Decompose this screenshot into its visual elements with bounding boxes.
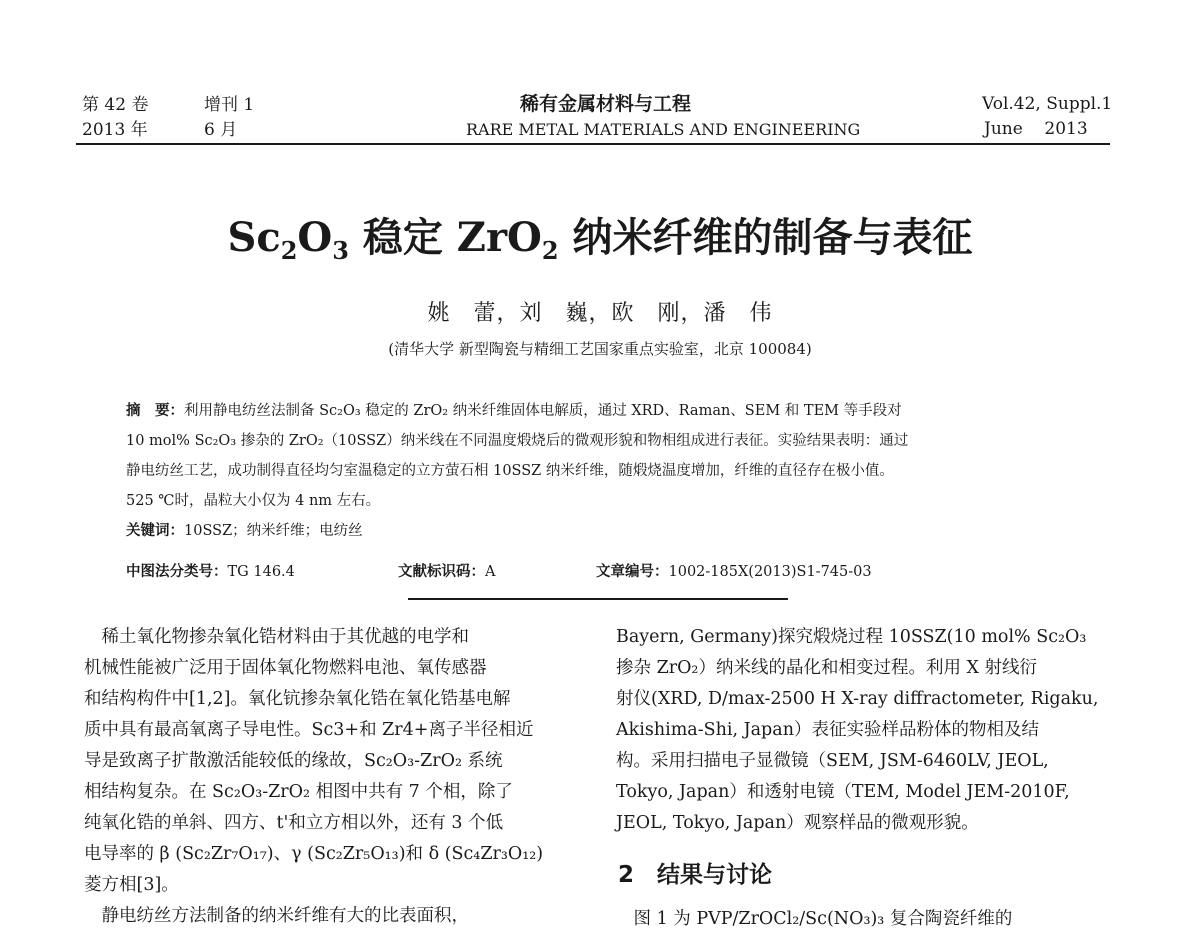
issue-label: 增刊 1 <box>204 95 255 115</box>
body-line: Akishima-Shi, Japan）表征实验样品粉体的物相及结 <box>616 720 1039 740</box>
body-line: Bayern, Germany)探究煅烧过程 10SSZ(10 mol% Sc₂O₃ <box>616 627 1087 647</box>
body-line: 机械性能被广泛用于固体氧化物燃料电池、氧传感器 <box>84 658 487 678</box>
authors: 姚 蕾，刘 巍，欧 刚，潘 伟 <box>427 301 773 326</box>
left-column <box>84 622 584 932</box>
abstract-line: 静电纺丝工艺，成功制得直径均匀室温稳定的立方萤石相 10SSZ 纳米纤维，随煅烧温度增加，纤维的直径存在极小值。 <box>126 463 894 479</box>
body-line: 构。采用扫描电子显微镜（SEM, JSM-6460LV, JEOL, <box>616 751 1049 771</box>
body-line: 电导率的 β (Sc₂Zr₇O₁₇)、γ (Sc₂Zr₅O₁₃)和 δ (Sc₄Zr₃O₁₂) <box>84 844 544 864</box>
volume-label: 第 42 卷 <box>82 95 149 115</box>
abstract <box>126 396 1096 546</box>
body-line: Tokyo, Japan）和透射电镜（TEM, Model JEM-2010F, <box>616 782 1070 802</box>
abstract-line: 525 ℃时，晶粒大小仅为 4 nm 左右。 <box>126 493 381 509</box>
body-line: 质中具有最高氧离子导电性。Sc3+和 Zr4+离子半径相近 <box>84 720 534 740</box>
abstract-line: 10 mol% Sc₂O₃ 掺杂的 ZrO₂（10SSZ）纳米线在不同温度煅烧后的微观形貌和物相组成进行表征。实验结果表明：通过 <box>126 433 909 449</box>
affiliation: (清华大学 新型陶瓷与精细工艺国家重点实验室，北京 100084) <box>388 340 812 358</box>
body-line: JEOL, Tokyo, Japan）观察样品的微观形貌。 <box>616 813 979 833</box>
journal-title-cn: 稀有金属材料与工程 <box>520 93 692 115</box>
abstract-label: 摘 要： <box>126 403 184 419</box>
body-line: 静电纺丝方法制备的纳米纤维有大的比表面积， <box>84 906 469 926</box>
journal-title-en: RARE METAL MATERIALS AND ENGINEERING <box>466 120 861 139</box>
date-en: June 2013 <box>984 119 1088 139</box>
section-heading: 2 结果与讨论 <box>618 862 773 888</box>
header-rule <box>76 143 1110 145</box>
month-label: 6 月 <box>204 120 238 140</box>
body-line: 导是致离子扩散激活能较低的缘故，Sc₂O₃-ZrO₂ 系统 <box>84 751 503 771</box>
classification-code: 中图法分类号：TG 146.4 <box>126 564 295 580</box>
body-line: 射仪(XRD, D/max-2500 H X-ray diffractometer, Rigaku, <box>616 689 1099 709</box>
body-line: 菱方相[3]。 <box>84 875 179 895</box>
body-line: 图 1 为 PVP/ZrOCl₂/Sc(NO₃)₃ 复合陶瓷纤维的 <box>616 909 1013 929</box>
article-number: 文章编号：1002-185X(2013)S1-745-03 <box>596 564 872 580</box>
abstract-separator <box>408 598 788 600</box>
volume-en: Vol.42, Suppl.1 <box>982 94 1113 114</box>
year-label: 2013 年 <box>82 120 148 140</box>
body-line: 纯氧化锆的单斜、四方、t'和立方相以外，还有 3 个低 <box>84 813 504 833</box>
body-line: 掺杂 ZrO₂）纳米线的晶化和相变过程。利用 X 射线衍 <box>616 658 1038 678</box>
right-column <box>616 622 1116 839</box>
body-line: 稀土氧化物掺杂氧化锆材料由于其优越的电学和 <box>84 627 469 647</box>
paper-title: $Sc_2O_3$ 稳定 ZrO$_2$ 纳米纤维的制备与表征 <box>227 214 973 265</box>
document-code: 文献标识码：A <box>398 564 496 580</box>
body-line: 相结构复杂。在 Sc₂O₃-ZrO₂ 相图中共有 7 个相，除了 <box>84 782 513 802</box>
body-line: 和结构构件中[1,2]。氧化钪掺杂氧化锆在氧化锆基电解 <box>84 689 511 709</box>
keywords: 关键词：10SSZ；纳米纤维；电纺丝 <box>126 523 363 539</box>
abstract-line: 利用静电纺丝法制备 Sc₂O₃ 稳定的 ZrO₂ 纳米纤维固体电解质，通过 XRD、Raman、SEM 和 TEM 等手段对 <box>184 403 902 419</box>
